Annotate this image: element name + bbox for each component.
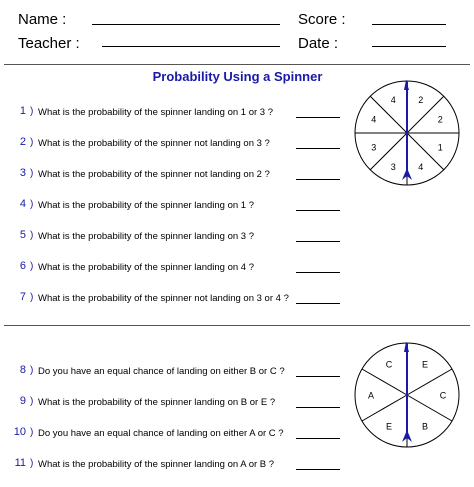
question-number: 2 — [19, 136, 26, 148]
answer-blank[interactable] — [296, 272, 340, 273]
question-paren: ) — [30, 458, 34, 469]
sector-label: 3 — [371, 142, 377, 153]
question-number: 4 — [19, 198, 26, 210]
sector-label: 4 — [371, 114, 377, 125]
question-number: 5 — [19, 229, 26, 241]
question-paren: ) — [30, 168, 34, 179]
question-row — [0, 292, 350, 308]
answer-blank[interactable] — [296, 117, 340, 118]
question-number: 1 — [19, 105, 26, 117]
answer-blank[interactable] — [296, 210, 340, 211]
question-paren: ) — [30, 396, 34, 407]
question-paren: ) — [30, 365, 34, 376]
sector-label: 4 — [418, 161, 424, 172]
worksheet-title: Probability Using a Spinner — [152, 69, 323, 84]
answer-blank[interactable] — [296, 179, 340, 180]
sector-label: 2 — [418, 95, 424, 106]
question-paren: ) — [30, 137, 34, 148]
question-text: Do you have an equal chance of landing on either B or C ? — [38, 366, 285, 377]
sector-label: B — [421, 421, 429, 432]
sector-label: 3 — [390, 161, 396, 172]
question-row — [0, 168, 350, 184]
question-number: 11 — [14, 457, 26, 469]
question-paren: ) — [30, 106, 34, 117]
question-text: What is the probability of the spinner landing on 1 ? — [38, 200, 254, 211]
sector-label: 1 — [437, 142, 443, 153]
question-row — [0, 137, 350, 153]
question-text: What is the probability of the spinner landing on 4 ? — [38, 262, 254, 273]
question-text: What is the probability of the spinner landing on 3 ? — [38, 231, 254, 242]
question-text: What is the probability of the spinner landing on A or B ? — [38, 459, 275, 470]
sector-label: E — [421, 359, 429, 370]
spinner-letters — [352, 340, 462, 450]
question-row — [0, 199, 350, 215]
question-text: What is the probability of the spinner not landing on 3 or 4 ? — [38, 293, 289, 304]
score-label: Score : — [298, 11, 346, 28]
teacher-field[interactable] — [102, 46, 280, 47]
question-text: What is the probability of the spinner landing on B or E ? — [38, 397, 276, 408]
sector-label: 4 — [390, 95, 396, 106]
question-row — [0, 458, 350, 474]
answer-blank[interactable] — [296, 148, 340, 149]
question-number: 10 — [13, 426, 26, 438]
date-label: Date : — [298, 35, 339, 52]
divider-top — [4, 64, 470, 65]
question-row — [0, 261, 350, 277]
question-text: Do you have an equal chance of landing on either A or C ? — [38, 428, 284, 439]
question-paren: ) — [30, 427, 34, 438]
question-number: 9 — [19, 395, 26, 407]
score-field[interactable] — [372, 24, 446, 25]
question-number: 8 — [19, 364, 26, 376]
question-number: 7 — [19, 291, 26, 303]
answer-blank[interactable] — [296, 241, 340, 242]
name-label: Name : — [18, 11, 67, 28]
question-row — [0, 427, 350, 443]
sector-label: C — [385, 359, 393, 370]
sector-label: A — [367, 390, 375, 401]
question-row — [0, 230, 350, 246]
answer-blank[interactable] — [296, 303, 340, 304]
teacher-label: Teacher : — [18, 35, 80, 52]
divider-middle — [4, 325, 470, 326]
answer-blank[interactable] — [296, 407, 340, 408]
question-paren: ) — [30, 199, 34, 210]
question-text: What is the probability of the spinner not landing on 3 ? — [38, 138, 270, 149]
sector-label: 2 — [437, 114, 443, 125]
question-row — [0, 365, 350, 381]
question-number: 6 — [19, 260, 26, 272]
sector-label: C — [439, 390, 447, 401]
question-paren: ) — [30, 261, 34, 272]
question-paren: ) — [30, 292, 34, 303]
question-row — [0, 106, 350, 122]
answer-blank[interactable] — [296, 376, 340, 377]
question-number: 3 — [19, 167, 26, 179]
question-row — [0, 396, 350, 412]
question-text: What is the probability of the spinner not landing on 2 ? — [38, 169, 270, 180]
date-field[interactable] — [372, 46, 446, 47]
answer-blank[interactable] — [296, 438, 340, 439]
sector-label: E — [385, 421, 393, 432]
spinner-numbers — [352, 78, 462, 188]
answer-blank[interactable] — [296, 469, 340, 470]
question-paren: ) — [30, 230, 34, 241]
name-field[interactable] — [92, 24, 280, 25]
question-text: What is the probability of the spinner landing on 1 or 3 ? — [38, 107, 274, 118]
